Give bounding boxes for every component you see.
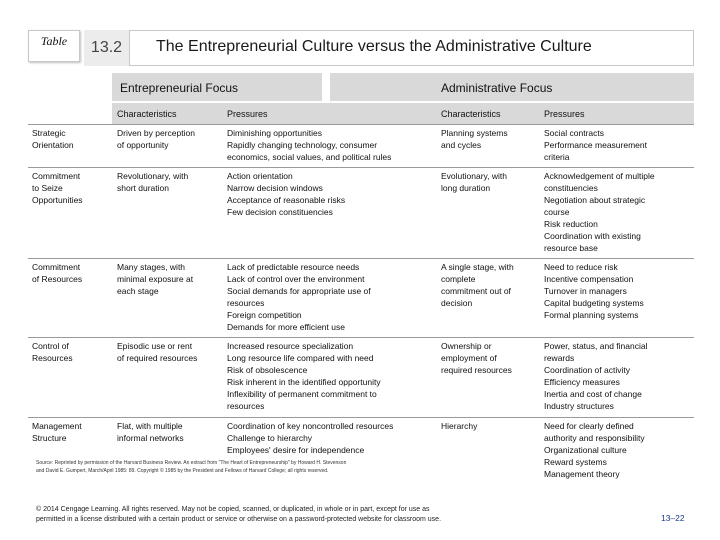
ent-characteristics-cell: Flat, with multiple informal networks bbox=[117, 421, 184, 443]
ent-pressures-cell: Increased resource specialization Long resource life compared with need Risk of obsolescence Risk inherent in the identified opportunity Inflexibility of permanent commitment to resources bbox=[227, 341, 381, 411]
adm-characteristics-cell: Evolutionary, with long duration bbox=[441, 171, 507, 193]
adm-characteristics-cell: Planning systems and cycles bbox=[441, 128, 508, 150]
row-divider bbox=[28, 167, 694, 168]
column-header-adm-pressures: Pressures bbox=[544, 109, 585, 119]
column-header-band bbox=[112, 103, 694, 125]
adm-pressures-cell: Power, status, and financial rewards Coordination of activity Efficiency measures Inertia and cost of change Industry structures bbox=[544, 341, 648, 411]
row-divider bbox=[28, 124, 694, 125]
copyright-notice: © 2014 Cengage Learning. All rights reserved. May not be copied, scanned, or duplicated, in whole or in part, except for use as permitted in a license distributed with a certain product or service or otherwise on a password-protected website for classroom use. bbox=[36, 506, 442, 523]
page-number: 13–22 bbox=[661, 513, 685, 523]
table-title: The Entrepreneurial Culture versus the Administrative Culture bbox=[156, 38, 592, 55]
adm-characteristics-cell: Hierarchy bbox=[441, 421, 478, 431]
adm-pressures-cell: Acknowledgement of multiple constituencies Negotiation about strategic course Risk reduction Coordination with existing resource base bbox=[544, 171, 655, 253]
ent-pressures-cell: Lack of predictable resource needs Lack of control over the environment Social demands for appropriate use of resources Foreign competition Demands for more efficient use bbox=[227, 262, 371, 332]
administrative-focus-heading: Administrative Focus bbox=[441, 81, 553, 95]
table-tab-label: Table bbox=[28, 30, 80, 62]
row-divider bbox=[28, 417, 694, 418]
column-header-adm-characteristics: Characteristics bbox=[441, 109, 501, 119]
entrepreneurial-focus-heading: Entrepreneurial Focus bbox=[120, 81, 239, 95]
ent-characteristics-cell: Driven by perception of opportunity bbox=[117, 128, 195, 150]
ent-pressures-cell: Action orientation Narrow decision windows Acceptance of reasonable risks Few decision constituencies bbox=[227, 171, 346, 217]
ent-characteristics-cell: Episodic use or rent of required resources bbox=[117, 341, 198, 363]
adm-pressures-cell: Social contracts Performance measurement criteria bbox=[544, 128, 647, 162]
adm-pressures-cell: Need for clearly defined authority and responsibility Organizational culture Reward systems Management theory bbox=[544, 421, 645, 479]
column-header-ent-characteristics: Characteristics bbox=[117, 109, 177, 119]
row-label: Control of Resources bbox=[32, 341, 73, 363]
row-divider bbox=[28, 337, 694, 338]
ent-characteristics-cell: Many stages, with minimal exposure at each stage bbox=[117, 262, 194, 296]
source-note: Source: Reprinted by permission of the Harvard Business Review. An extract from "The Heart of Entrepreneurship" by Howard H. Stevenson and David E. Gumpert, March/April 1985: 89. Copyright © 1985 by the President and Fellows of Harvard College; all rights reserved. bbox=[36, 460, 347, 474]
ent-pressures-cell: Coordination of key noncontrolled resources Challenge to hierarchy Employees' desire for independence bbox=[227, 421, 394, 455]
row-label: Commitment to Seize Opportunities bbox=[32, 171, 83, 205]
adm-characteristics-cell: Ownership or employment of required resources bbox=[441, 341, 512, 375]
row-label: Commitment of Resources bbox=[32, 262, 83, 284]
ent-characteristics-cell: Revolutionary, with short duration bbox=[117, 171, 189, 193]
row-label: Strategic Orientation bbox=[32, 128, 74, 150]
table-number: 13.2 bbox=[84, 30, 130, 66]
adm-characteristics-cell: A single stage, with complete commitment out of decision bbox=[441, 262, 514, 308]
row-label: Management Structure bbox=[32, 421, 82, 443]
ent-pressures-cell: Diminishing opportunities Rapidly changing technology, consumer economics, social values, and political rules bbox=[227, 128, 392, 162]
adm-pressures-cell: Need to reduce risk Incentive compensation Turnover in managers Capital budgeting systems Formal planning systems bbox=[544, 262, 644, 320]
row-divider bbox=[28, 258, 694, 259]
column-header-ent-pressures: Pressures bbox=[227, 109, 268, 119]
